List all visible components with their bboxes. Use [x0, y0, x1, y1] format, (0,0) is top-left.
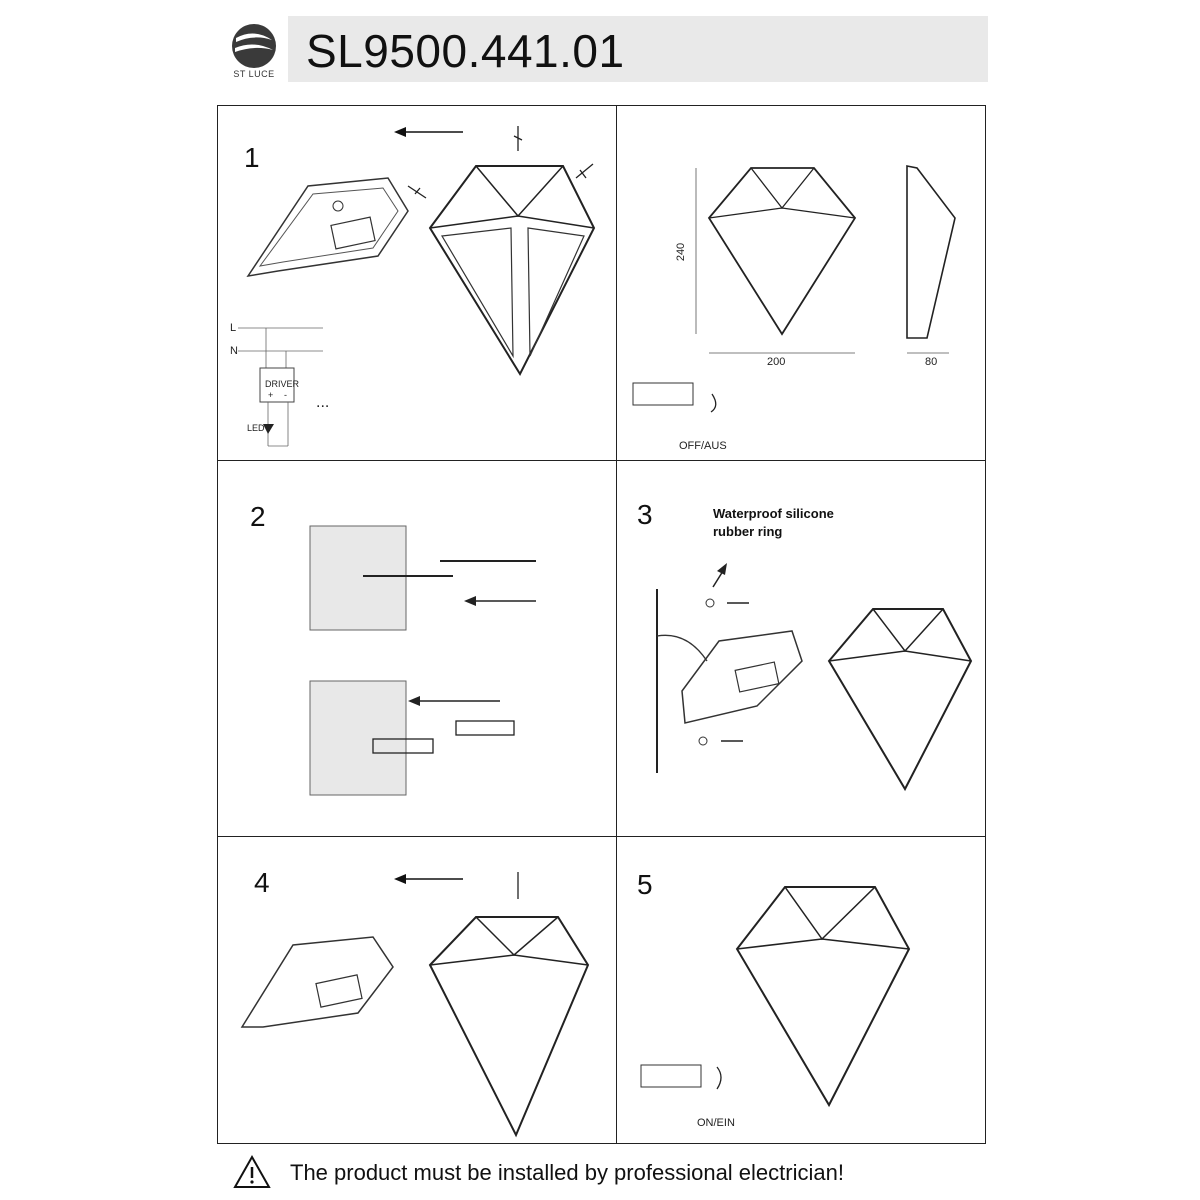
ellipsis: ...: [316, 394, 330, 411]
panel-step-2: [217, 460, 617, 837]
width-dimension: 200: [767, 356, 786, 368]
step-number: 1: [244, 142, 260, 173]
driver-plus: +: [268, 390, 274, 400]
height-dimension: 240: [675, 242, 688, 262]
step-number: 5: [637, 869, 653, 900]
step-number: 2: [250, 501, 266, 532]
attach-lamp-illustration: [218, 837, 618, 1145]
installation-illustration: [617, 461, 987, 838]
depth-dimension: 80: [925, 356, 938, 368]
drilling-illustration: [218, 461, 618, 838]
step-number: 3: [637, 499, 653, 530]
note-line-2: rubber ring: [713, 524, 783, 539]
panel-step-4: [217, 836, 617, 1144]
panel-step-5: [616, 836, 986, 1144]
panel-dimensions: [616, 105, 986, 461]
driver-minus: -: [284, 390, 287, 400]
switch-on-label: ON/EIN: [697, 1117, 735, 1129]
finished-lamp-illustration: [617, 837, 987, 1145]
switch-off-label: OFF/AUS: [679, 440, 727, 452]
panel-step-3: [616, 460, 986, 837]
wire-n-label: N: [230, 345, 238, 357]
safety-warning: [232, 1152, 932, 1192]
driver-label: DRIVER: [265, 379, 300, 389]
wire-l-label: L: [230, 322, 237, 334]
dimension-drawing: [617, 106, 987, 462]
panel-step-1: [217, 105, 617, 461]
title-bar: [288, 16, 988, 82]
model-number: SL9500.441.01: [306, 25, 625, 77]
led-label: LED: [247, 423, 265, 433]
note-line-1: Waterproof silicone: [713, 506, 834, 521]
mounting-illustration: [218, 106, 618, 462]
warning-triangle-icon: [232, 1154, 272, 1190]
step-number: 4: [254, 867, 270, 898]
brand-name: ST LUCE: [233, 69, 275, 79]
warning-text: The product must be installed by professional electrician!: [290, 1160, 844, 1185]
